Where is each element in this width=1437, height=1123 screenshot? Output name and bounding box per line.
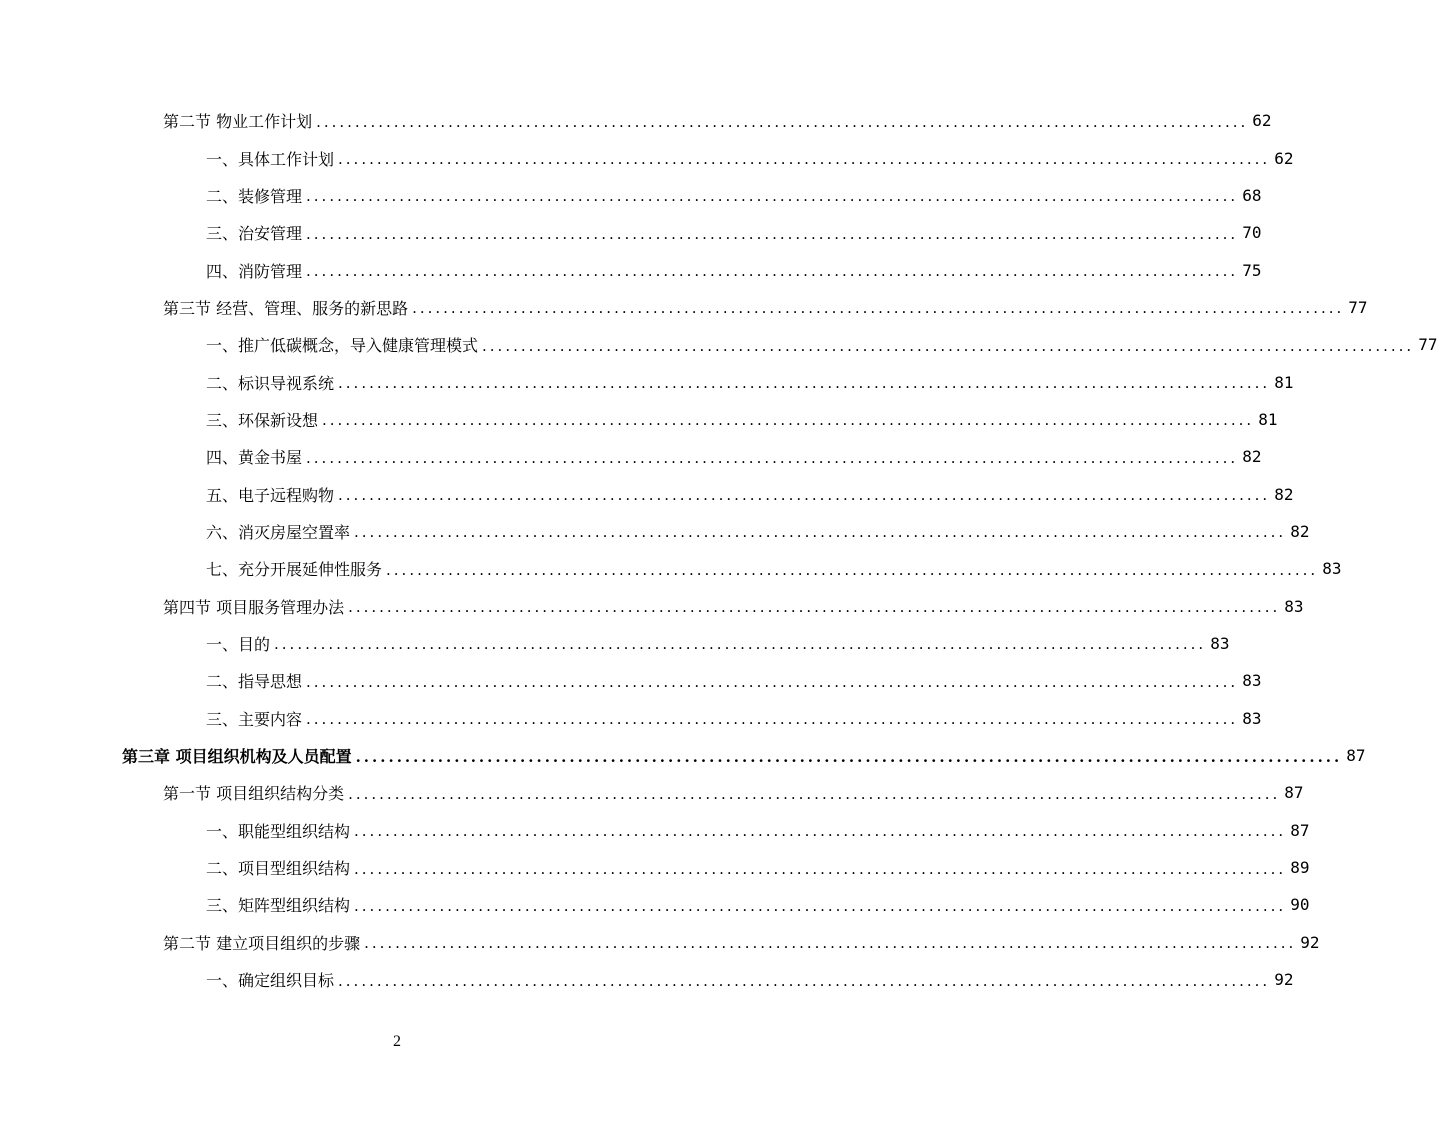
toc-entry[interactable] [0, 886, 1310, 923]
toc-entry[interactable] [0, 737, 1366, 774]
toc-entry-title: 一、职能型组织结构 [206, 821, 351, 841]
toc-entry-page: 77 [1348, 297, 1368, 317]
toc-dot-leader: ........................................................................................................................ [306, 224, 1239, 243]
toc-entry-title: 一、目的 [206, 634, 271, 654]
toc-entry-title: 第三章 项目组织机构及人员配置 [122, 747, 352, 767]
toc-dot-leader: ........................................................................................................................ [386, 560, 1319, 579]
toc-entry-page: 68 [1242, 185, 1262, 205]
toc-entry-title: 三、治安管理 [206, 224, 303, 244]
toc-entry-title: 二、指导思想 [206, 672, 303, 692]
toc-entry-title: 第二节 物业工作计划 [163, 112, 313, 132]
toc-entry-title: 二、标识导视系统 [206, 373, 335, 393]
toc-dot-leader: ........................................................................................................................ [348, 784, 1281, 803]
toc-dot-leader: ........................................................................................................................ [348, 598, 1281, 617]
toc-entry-page: 83 [1284, 596, 1304, 616]
toc-dot-leader: ........................................................................................................................ [364, 934, 1297, 953]
toc-entry[interactable] [0, 587, 1304, 624]
toc-dot-leader: ........................................................................................................................ [354, 896, 1287, 915]
toc-entry-page: 92 [1274, 970, 1294, 990]
toc-entry[interactable] [0, 924, 1320, 961]
toc-dot-leader: ........................................................................................................................ [306, 672, 1239, 691]
toc-dot-leader: ........................................................................................................................ [354, 859, 1287, 878]
toc-entry[interactable] [0, 326, 1437, 363]
toc-entry-page: 75 [1242, 260, 1262, 280]
toc-entry-title: 四、消防管理 [206, 261, 303, 281]
toc-entry-title: 五、电子远程购物 [206, 485, 335, 505]
toc-entry-page: 90 [1290, 895, 1310, 915]
toc-dot-leader: ........................................................................................................................ [338, 150, 1271, 169]
toc-dot-leader: ........................................................................................................................ [306, 710, 1239, 729]
toc-entry-title: 第二节 建立项目组织的步骤 [163, 933, 361, 953]
toc-entry[interactable] [0, 812, 1310, 849]
toc-entry-page: 83 [1242, 708, 1262, 728]
toc-entry-page: 81 [1274, 372, 1294, 392]
toc-entry[interactable] [0, 849, 1310, 886]
toc-entry-page: 62 [1252, 111, 1272, 131]
toc-entry[interactable] [0, 961, 1294, 998]
toc-entry-title: 一、推广低碳概念，导入健康管理模式 [206, 336, 479, 356]
toc-entry[interactable] [0, 475, 1294, 512]
toc-entry[interactable] [0, 662, 1262, 699]
toc-dot-leader: ........................................................................................................................ [355, 747, 1343, 766]
toc-entry[interactable] [0, 251, 1262, 288]
toc-entry[interactable] [0, 513, 1310, 550]
toc-entry-title: 一、确定组织目标 [206, 971, 335, 991]
toc-entry[interactable] [0, 139, 1294, 176]
toc-entry[interactable] [0, 438, 1262, 475]
toc-entry-page: 81 [1258, 409, 1278, 429]
toc-dot-leader: ........................................................................................................................ [322, 411, 1255, 430]
toc-dot-leader: ........................................................................................................................ [274, 635, 1207, 654]
toc-entry-page: 89 [1290, 858, 1310, 878]
toc-dot-leader: ........................................................................................................................ [482, 336, 1415, 355]
toc-entry-page: 70 [1242, 223, 1262, 243]
toc-entry-title: 第三节 经营、管理、服务的新思路 [163, 298, 409, 318]
toc-entry-title: 二、装修管理 [206, 186, 303, 206]
table-of-contents [0, 102, 1437, 998]
toc-dot-leader: ........................................................................................................................ [306, 187, 1239, 206]
toc-entry[interactable] [0, 550, 1342, 587]
toc-dot-leader: ........................................................................................................................ [412, 299, 1345, 318]
toc-entry[interactable] [0, 401, 1278, 438]
toc-entry-page: 77 [1418, 335, 1437, 355]
toc-dot-leader: ........................................................................................................................ [354, 523, 1287, 542]
toc-entry[interactable] [0, 363, 1294, 400]
toc-entry-title: 一、具体工作计划 [206, 149, 335, 169]
toc-entry-page: 87 [1284, 783, 1304, 803]
toc-entry-page: 62 [1274, 148, 1294, 168]
toc-entry-title: 第一节 项目组织结构分类 [163, 784, 345, 804]
toc-entry[interactable] [0, 214, 1262, 251]
toc-dot-leader: ........................................................................................................................ [338, 971, 1271, 990]
toc-entry-title: 三、矩阵型组织结构 [206, 896, 351, 916]
toc-entry-title: 三、主要内容 [206, 709, 303, 729]
toc-entry-page: 87 [1346, 746, 1366, 766]
toc-entry-title: 二、项目型组织结构 [206, 859, 351, 879]
toc-entry-page: 83 [1242, 671, 1262, 691]
toc-entry[interactable] [0, 625, 1230, 662]
toc-entry-page: 82 [1242, 447, 1262, 467]
toc-dot-leader: ........................................................................................................................ [338, 374, 1271, 393]
toc-entry-page: 83 [1322, 559, 1342, 579]
page-number: 2 [393, 1033, 401, 1050]
toc-dot-leader: ........................................................................................................................ [316, 112, 1249, 131]
toc-entry-title: 四、黄金书屋 [206, 448, 303, 468]
toc-dot-leader: ........................................................................................................................ [306, 262, 1239, 281]
toc-dot-leader: ........................................................................................................................ [306, 448, 1239, 467]
toc-entry[interactable] [0, 102, 1272, 139]
toc-entry[interactable] [0, 774, 1304, 811]
toc-entry-title: 三、环保新设想 [206, 410, 319, 430]
toc-entry-page: 92 [1300, 932, 1320, 952]
toc-entry-page: 82 [1290, 521, 1310, 541]
toc-entry[interactable] [0, 177, 1262, 214]
toc-dot-leader: ........................................................................................................................ [338, 486, 1271, 505]
toc-entry[interactable] [0, 289, 1368, 326]
toc-entry[interactable] [0, 700, 1262, 737]
toc-entry-page: 87 [1290, 820, 1310, 840]
toc-entry-page: 82 [1274, 484, 1294, 504]
toc-dot-leader: ........................................................................................................................ [354, 822, 1287, 841]
toc-entry-title: 七、充分开展延伸性服务 [206, 560, 383, 580]
toc-entry-page: 83 [1210, 633, 1230, 653]
toc-entry-title: 六、消灭房屋空置率 [206, 522, 351, 542]
toc-entry-title: 第四节 项目服务管理办法 [163, 597, 345, 617]
